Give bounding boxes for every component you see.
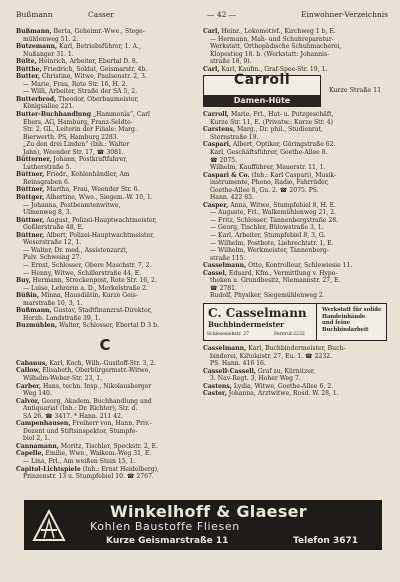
directory-entry [203, 390, 387, 398]
directory-entry [16, 217, 194, 225]
directory-entry [16, 51, 194, 59]
entry-text: ☎ 2075. [210, 156, 237, 164]
entry-text: (Inh.: Karl Caspari), Musik- [249, 171, 337, 179]
directory-entry [16, 186, 194, 194]
directory-entry [203, 126, 387, 134]
directory-entry [203, 119, 387, 127]
directory-entry [203, 277, 387, 285]
kasselmann-side-line: und feine [322, 320, 351, 327]
entry-text: — Henny, Witwe, Schillerstraße 44, E. [23, 269, 142, 277]
entry-text: Elisabeth, Oberbürgermstr.-Witwe, [40, 367, 151, 375]
directory-entry [203, 66, 387, 74]
entry-text: Hans, techn. Insp., Nikolausberger [41, 382, 152, 390]
directory-entry [16, 398, 194, 406]
directory-entry [16, 164, 194, 172]
entry-text: theken u. Grundbesitz, Niemannstr. 27, E. [210, 277, 341, 285]
entry-text: SA 26. ☎ 3417. * Hann. 211 42. [23, 412, 123, 420]
directory-entry [203, 164, 387, 172]
entry-text: Friedr., Kohlenhändler, Am [44, 171, 130, 179]
directory-entry [203, 141, 387, 149]
directory-entry [203, 345, 387, 353]
entry-text: — Karl, Arbeiter, Stumpfebiel 8, 3, G. [210, 232, 326, 240]
entry-text: Ulmenweg 8, 3. [23, 209, 72, 217]
directory-entry [16, 36, 194, 44]
directory-entry [16, 277, 194, 285]
entry-text: Berta, Geheimr.-Wwe., Stege- [51, 28, 145, 35]
directory-entry [203, 360, 387, 368]
entry-text: instrumente, Phono, Radio, Fahrräder, [210, 179, 329, 187]
directory-entry [203, 375, 387, 383]
entry-text: straße 18, 9). [210, 58, 252, 66]
entry-name: Casper, [203, 201, 229, 209]
directory-entry [16, 458, 194, 466]
directory-entry [16, 119, 194, 127]
entry-name: Buzmühlen, [16, 322, 58, 330]
entry-text: mühlenweg 51. 2. [23, 35, 79, 43]
entry-name: Bußmann, [16, 28, 52, 35]
entry-text: Kurze Str. 11, E. (Privatw.: Kurze Str. 4) [210, 118, 333, 126]
kasselmann-side-line: Handeinbände [322, 313, 366, 320]
entry-name: Carl, [203, 65, 220, 73]
directory-entry [16, 254, 194, 262]
entry-name: Calvör, [16, 397, 40, 405]
entry-name: Carl, [203, 28, 220, 35]
carroll-ad-box [203, 72, 321, 107]
entry-text: Johann, Postkraftfahrer, [51, 156, 128, 164]
kasselmann-side-line: Werkstatt für solide [322, 306, 382, 313]
entry-text: Str. 2. GL, Leiterin der Filiale: Marg. [23, 126, 137, 134]
entry-text: Hermann, Streckenpost, Rote Str. 16, 2. [30, 277, 157, 285]
directory-entry [16, 28, 194, 36]
directory-entry [16, 322, 194, 330]
entry-text: Heinr., Lokomotivf., Kirchweg 1 b, E. [219, 28, 336, 35]
kasselmann-side-text [322, 307, 381, 333]
directory-entry [16, 270, 194, 278]
winkelhoff-banner-ad [24, 500, 382, 550]
company-logo-icon [30, 506, 68, 544]
entry-text: Reinsgraben 6. [23, 178, 70, 186]
entry-name: Butzemann, [16, 43, 58, 51]
entry-text: Johanna, Arztwitwe, Rosd. W. 28, 1. [226, 390, 339, 398]
entry-text: Lutherstraße 5. [23, 163, 72, 171]
directory-entry [203, 262, 387, 270]
entry-name: Cassell-Cassell, [203, 367, 256, 375]
directory-entry [16, 360, 194, 368]
entry-name: Bußmann, [16, 307, 52, 315]
directory-entry [16, 367, 194, 375]
directory-entry [16, 134, 194, 142]
directory-entry [203, 383, 387, 391]
entries-c [16, 360, 194, 481]
directory-entry [16, 66, 194, 74]
kasselmann-ad [203, 303, 387, 341]
entry-name: Callow, [16, 367, 41, 375]
entry-text: — Marie, Frau, Rote Str. 16, H. 2. [23, 80, 128, 88]
kasselmann-ad-box [204, 304, 317, 340]
entry-text: Antiquariat (Inh.: Dr. Richter), Str. d. [23, 405, 138, 413]
entry-name: Büttner, [16, 171, 45, 179]
entry-text: Graf zu, Kürnitzer, [255, 367, 316, 375]
directory-entry [203, 255, 387, 263]
entry-text: Jahn), Weender Str. 17, ☎ 3081. [23, 148, 124, 156]
entry-text: Heinrich, Arbeiter, Ebertal D. 8. [36, 58, 138, 66]
carroll-subtitle: Damen-Hüte [204, 95, 320, 106]
directory-entry [16, 375, 194, 383]
entry-text: PS. Hann. 416 16. [210, 360, 266, 368]
directory-entry [16, 285, 194, 293]
directory-entry [16, 224, 194, 232]
entry-text: Königsallee 221. [23, 103, 75, 111]
entry-text: Herzb. Landstraße 39, 1. [23, 314, 101, 322]
directory-entry [16, 262, 194, 270]
carroll-address: Kurze Straße 11 [328, 87, 382, 95]
directory-entry [203, 368, 387, 376]
entry-text: — Wilhelm, Werkmeister, Tannenberg- [210, 247, 329, 255]
entry-text: Werkstatt, Orthopädische Schuhmacherei, [210, 43, 342, 51]
kasselmann-trade: Buchbindermeister [208, 319, 284, 329]
directory-entry [16, 307, 194, 315]
entry-text: Prinzenstr. 13 u. Stumpfebiel 10. ☎ 2767. [23, 473, 154, 481]
directory-entry [16, 292, 194, 300]
directory-entry [203, 353, 387, 361]
directory-entry [16, 141, 194, 149]
directory-entry [16, 443, 194, 451]
directory-entry [16, 149, 194, 157]
directory-entry [16, 58, 194, 66]
directory-entry [203, 179, 387, 187]
directory-entry [203, 270, 387, 278]
directory-entry [203, 224, 387, 232]
entry-text: binderei, Kiltolaistr. 27, Eu. 1. ☎ 2232. [210, 352, 333, 360]
directory-entry [16, 450, 194, 458]
entry-text: Theodor, Oberbaumeister, [56, 95, 139, 103]
entry-text: Anna, Witwe, Stumpfebiel 8, H. E. [228, 201, 336, 209]
directory-entry [203, 172, 387, 180]
directory-entry [16, 315, 194, 323]
directory-entry [16, 126, 194, 134]
entry-text: — Auguste, Frl., Walkemühlenweg 21, 2. [210, 209, 336, 217]
banner-phone: Telefon 3671 [293, 536, 358, 546]
entry-text: Bierwerth. PS, Hamburg 2283. [23, 133, 119, 141]
entry-text: Lydia, Witwe, Goethe-Allee 6, 2. [231, 382, 334, 390]
entries-top [203, 28, 387, 73]
directory-entry [203, 194, 387, 202]
entries-bottom [203, 345, 387, 398]
directory-entry [203, 28, 387, 36]
entry-text: Emilie, Wwe., Walkem.-Weg 31, E. [43, 450, 152, 458]
entry-text: Freiherr von, Hann. Priv.- [70, 420, 152, 428]
directory-entry [203, 187, 387, 195]
entry-name: Büttner, [16, 216, 45, 224]
entry-name: Büttner, [16, 231, 45, 239]
entry-name: Capitol-Lichtspiele [16, 465, 81, 473]
right-column [203, 28, 387, 398]
entry-text: (Inh.: Ernst Heidelberg), [80, 465, 159, 473]
entry-text: — Fritz, Schlosser, Tannenbergstraße 28. [210, 216, 339, 224]
entry-text: Sternstraße 19. [210, 133, 259, 141]
directory-entry [16, 96, 194, 104]
entry-name: Carstens, [203, 126, 236, 134]
entry-name: Cassel, [203, 269, 227, 277]
directory-entry [16, 300, 194, 308]
directory-entry [16, 103, 194, 111]
entry-text: Karl, Betriebsführer, 1. A., [57, 43, 141, 51]
entry-name: Bütterner, [16, 156, 52, 164]
entry-text: Friedrich, Soldat, Geismarstr. 4b. [41, 65, 148, 73]
entry-text: „Zu den drei Linden“ (Inh.: Walter [23, 141, 130, 149]
entry-name: Butterbrod, [16, 95, 57, 103]
directory-entry [203, 43, 387, 51]
directory-entry [203, 240, 387, 248]
left-column [16, 28, 194, 481]
entry-text: Hann. 422 85. [210, 194, 254, 202]
entry-name: Cabanus, [16, 359, 48, 367]
kasselmann-street: Schiesesiekstr. 27 [207, 332, 249, 338]
kasselmann-phone: Fernruf 2232 [274, 332, 305, 338]
directory-entry [16, 420, 194, 428]
directory-entry [16, 405, 194, 413]
entry-text: Albert, Polizei-Hauptwachtmeister, [44, 231, 155, 239]
directory-entry [16, 209, 194, 217]
entry-text: Weg 140. [23, 390, 52, 398]
banner-address: Kurze Geismarstraße 11 [106, 536, 229, 546]
directory-entry [16, 194, 194, 202]
entry-text: Weserstraße 12, 1. [23, 239, 82, 247]
entry-text: — Wilhelm, Postbote, Liebrechtstr. 1, E. [210, 239, 334, 247]
directory-entry [203, 51, 387, 59]
directory-entry [16, 73, 194, 81]
entry-name: Caster, [203, 390, 227, 398]
entry-text: Wilhelm, Kaufführer, Mauerstr. 11, 1. [210, 164, 326, 172]
entry-name: Cannamann, [16, 442, 59, 450]
directory-entry [16, 43, 194, 51]
entry-name: Büttger, [16, 194, 45, 202]
page-number: — 42 — [207, 10, 237, 19]
entry-name: Büttner, [16, 186, 45, 194]
directory-entry [203, 232, 387, 240]
entry-text: — Georg, Tischler, Bülowstraße 3, 1. [210, 224, 324, 232]
directory-entry [16, 239, 194, 247]
entries-mid [203, 111, 387, 300]
entry-text: biel 2, 1. [23, 435, 50, 443]
entry-text: Wilhelm-Weber-Str. 23, 1. [23, 374, 103, 382]
entry-text: — Hermann, Mah- und Schuhreparatur- [210, 35, 334, 43]
entry-text: Moritz, Tischler, Speckstr. 2, E. [59, 442, 159, 450]
entry-name: Büßin, [16, 292, 40, 300]
directory-entry [203, 247, 387, 255]
entry-name: Castens, [203, 382, 232, 390]
directory-entry [16, 466, 194, 474]
directory-entry [203, 202, 387, 210]
header-right: Einwohner-Verzeichnis [301, 10, 388, 19]
directory-entry [203, 292, 387, 300]
entry-name: Caspari, [203, 141, 232, 149]
entry-text: Ebers, AG, Hamburg, Franz-Seldte- [23, 118, 133, 126]
entry-text: Christine, Witwe, Paulsenstr. 2, 3. [39, 73, 147, 81]
directory-entry [16, 473, 194, 481]
entry-name: Bülte, [16, 58, 37, 66]
directory-entry [16, 156, 194, 164]
entry-text: Karl, Geschäftsführer, Goethe-Allee 8. [210, 149, 328, 157]
entries-b [16, 28, 194, 330]
directory-entry [16, 88, 194, 96]
entry-name: Casselmann, [203, 344, 247, 352]
entry-name: Butter-Buchhandlung [16, 111, 92, 119]
entry-text: Eduard, Kfm., Vermittlung v. Hypo- [226, 269, 338, 277]
section-letter: C [99, 335, 111, 354]
entry-text: Karl, Kaufm., Graf-Spee-Str. 19, 1. [219, 65, 328, 73]
directory-entry [203, 209, 387, 217]
entry-name: Butter, [16, 73, 40, 81]
entry-text: Albertine, Wwe., Siegem.-W. 10, 1. [44, 194, 153, 202]
entry-name: Carber, [16, 382, 42, 390]
directory-entry [16, 202, 194, 210]
entry-name: Casselmann, [203, 262, 247, 270]
entry-text: — Willi, Arbeiter, Straße der SA 5, 2. [23, 88, 138, 96]
entry-text: Martha, Frau, Weender Str. 6. [44, 186, 140, 194]
entry-text: Rudolf, Physiker, Siegemühlenweg 2. [210, 292, 325, 300]
entry-name: Caspari & Co. [203, 171, 250, 179]
page-header [16, 10, 388, 22]
entry-name: Bütthe, [16, 65, 42, 73]
directory-entry [203, 36, 387, 44]
entry-text: Albert, Optiker, Göringstraße 62. [231, 141, 336, 149]
entry-text: Marie, Frl., Hut- u. Putzgeschäft, [229, 111, 334, 119]
header-left: Bußmann [16, 10, 53, 19]
directory-entry [16, 232, 194, 240]
entry-text: „Hammonia“, Carl [91, 111, 150, 119]
entry-text: ☎ 2781. [210, 284, 237, 292]
directory-entry [16, 171, 194, 179]
carroll-brand: Carroll [233, 72, 291, 89]
directory-entry [16, 111, 194, 119]
entry-text: Nußanger 31. 1. [23, 50, 74, 58]
directory-entry [16, 179, 194, 187]
directory-entry [203, 217, 387, 225]
entry-text: Goßlerstraße 48, E. [23, 224, 84, 232]
entry-text: straße 115. [210, 254, 246, 262]
entry-text: Dozent und Stiftsinspektor, Stumpfe- [23, 427, 138, 435]
kasselmann-side-line: Buchbindarbeit [322, 326, 369, 333]
entry-text: Karl, Buchbindermeister, Buch- [246, 344, 346, 352]
entry-text: — Walter, Dr. med., Assistenzarzt, [23, 246, 128, 254]
header-range: Casser [88, 10, 114, 19]
directory-entry [203, 134, 387, 142]
entry-text: Marg., Dr. phil., Studienrat, [235, 126, 323, 134]
directory-entry [16, 247, 194, 255]
entry-name: Campenhausen, [16, 420, 71, 428]
directory-entry [203, 58, 387, 66]
entry-name: Carroll, [203, 111, 230, 119]
entry-text: Goethe-Allee 8, Gu. 2. ☎ 2075. PS. [210, 186, 319, 194]
entry-name: Capelle, [16, 450, 44, 458]
banner-brand: Winkelhoff & Glaeser [110, 502, 307, 521]
entry-name: Buy, [16, 277, 31, 285]
directory-entry [16, 390, 194, 398]
directory-entry [16, 383, 194, 391]
entry-text: Georg, Akadem. Buchhandlung und [39, 397, 152, 405]
entry-text: Walter, Schlosser, Ebertal D 3 b. [57, 322, 159, 330]
entry-text: Klopestieg 18. b. (Werkstatt: Johannis- [210, 50, 330, 58]
entry-text: Otto, Kontrolleur, Schlewiesie 11. [246, 262, 353, 270]
entry-text: Karl, Koch, Wilh.-Gustloff-Str. 3, 2. [47, 359, 156, 367]
entry-text: — Johanna, Postbeamtenwitwe, [23, 201, 121, 209]
entry-text: Pulv. Schweing 27. [23, 254, 82, 262]
directory-entry [16, 81, 194, 89]
directory-entry [16, 428, 194, 436]
entry-text: Gustav, Stadtfinanzrat-Direktor, [51, 307, 152, 315]
entry-text: — Luise, Lehrerin a. D., Merkelstraße 2. [23, 284, 148, 292]
banner-tagline: Kohlen Baustoffe Fliesen [90, 520, 240, 533]
entry-text: marstraße 10, 3, 1. [23, 299, 83, 307]
directory-entry [16, 435, 194, 443]
entry-text: — Ernst, Schlosser, Obere Maschstr. 7, 2. [23, 261, 152, 269]
entry-text: Minna, Hausdiätin, Kurze Geis- [39, 292, 138, 300]
entry-text: 3. Nav-Regt. 3, Hoher Weg 7. [210, 375, 301, 383]
entry-text: — Lina, Frl., Am weißen Stein 15, 1. [23, 457, 136, 465]
directory-entry [203, 285, 387, 293]
kasselmann-brand: C. Casselmann [208, 305, 307, 320]
directory-entry [203, 111, 387, 119]
directory-entry [203, 149, 387, 157]
entry-text: August, Polizei-Hauptwachtmeister, [44, 216, 157, 224]
directory-entry [203, 157, 387, 165]
directory-entry [16, 413, 194, 421]
carroll-ad [203, 73, 387, 111]
